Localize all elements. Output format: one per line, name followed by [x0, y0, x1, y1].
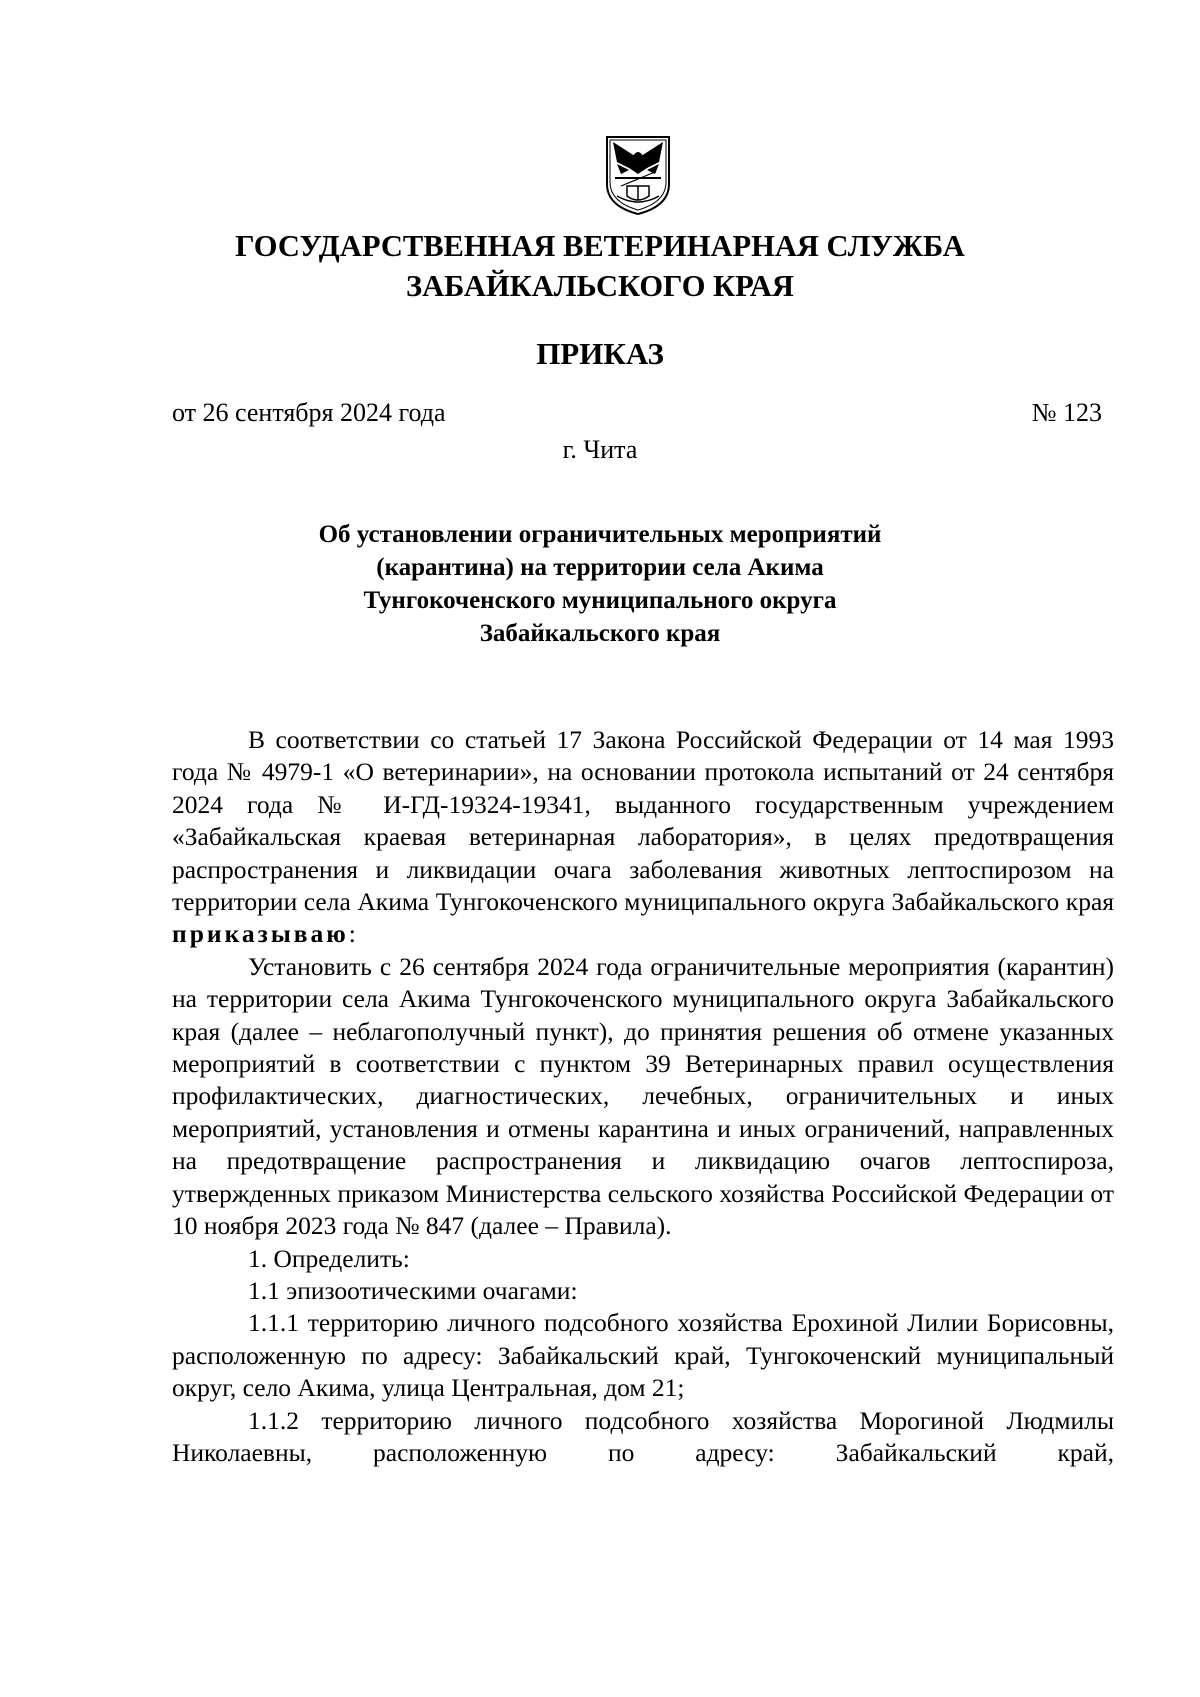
- document-type-title: ПРИКАЗ: [536, 336, 664, 371]
- order-date: от 26 сентября 2024 года: [172, 398, 446, 427]
- body-paragraph-item-1-1-1: 1.1.1 территорию личного подсобного хозяйства Ерохиной Лилии Борисовны, расположенную по адресу: Забайкальский край, Тунгокоченский муниципальный округ, село Акима, улица Центральная, дом 21;: [172, 1308, 1114, 1403]
- command-colon: :: [348, 919, 356, 949]
- order-subject-line4: Забайкальского края: [479, 620, 721, 647]
- organization-name-line2: ЗАБАЙКАЛЬСКОГО КРАЯ: [406, 269, 794, 303]
- order-subject-line3: Тунгокоченского муниципального округа: [363, 587, 837, 614]
- body-paragraph-item-1-1: 1.1 эпизоотическими очагами:: [248, 1275, 578, 1305]
- order-subject-line2: (карантина) на территории села Акима: [376, 554, 824, 581]
- order-number: № 123: [1031, 398, 1102, 427]
- order-city: г. Чита: [562, 435, 638, 464]
- preamble-text: В соответствии со статьей 17 Закона Российской Федерации от 14 мая 1993 года № 4979-1 «О ветеринарии», на основании протокола испытаний от 24 сентября 2024 года № И-ГД-19324-19341, выданного государственным учреждением «Забайкальская краевая ветеринарная лаборатория», в целях предотвращения распространения и ликвидации очага заболевания животных лептоспирозом на территории села Акима Тунгокоченского муниципального округа Забайкальского края: [172, 725, 1114, 917]
- body-paragraph-item-1-1-2: 1.1.2 территорию личного подсобного хозяйства Морогиной Людмилы Николаевны, расположенную по адресу: Забайкальский край,: [172, 1405, 1114, 1467]
- body-paragraph-establish: Установить с 26 сентября 2024 года ограничительные мероприятия (карантин) на территории села Акима Тунгокоченского муниципального округа Забайкальского края (далее – неблагополучный пункт), до принятия решения об отмене указанных мероприятий в соответствии с пунктом 39 Ветеринарных правил осуществления профилактических, диагностических, лечебных, ограничительных и иных мероприятий, установления и отмены карантина и иных ограничений, направленных на предотвращение распространения и ликвидацию очагов лептоспироза, утвержденных приказом Министерства сельского хозяйства Российской Федерации от 10 ноября 2023 года № 847 (далее – Правила).: [172, 951, 1114, 1241]
- body-paragraph-item-1: 1. Определить:: [248, 1243, 410, 1273]
- organization-name-line1: ГОСУДАРСТВЕННАЯ ВЕТЕРИНАРНАЯ СЛУЖБА: [235, 229, 965, 263]
- coat-of-arms-icon: [603, 134, 673, 216]
- order-subject-line1: Об установлении ограничительных мероприятий: [318, 521, 882, 548]
- body-paragraph-preamble: [172, 724, 1114, 951]
- order-body: [172, 724, 1114, 1469]
- command-word: приказываю: [172, 919, 349, 949]
- organization-name: [0, 226, 1200, 306]
- order-subject: [0, 518, 1200, 650]
